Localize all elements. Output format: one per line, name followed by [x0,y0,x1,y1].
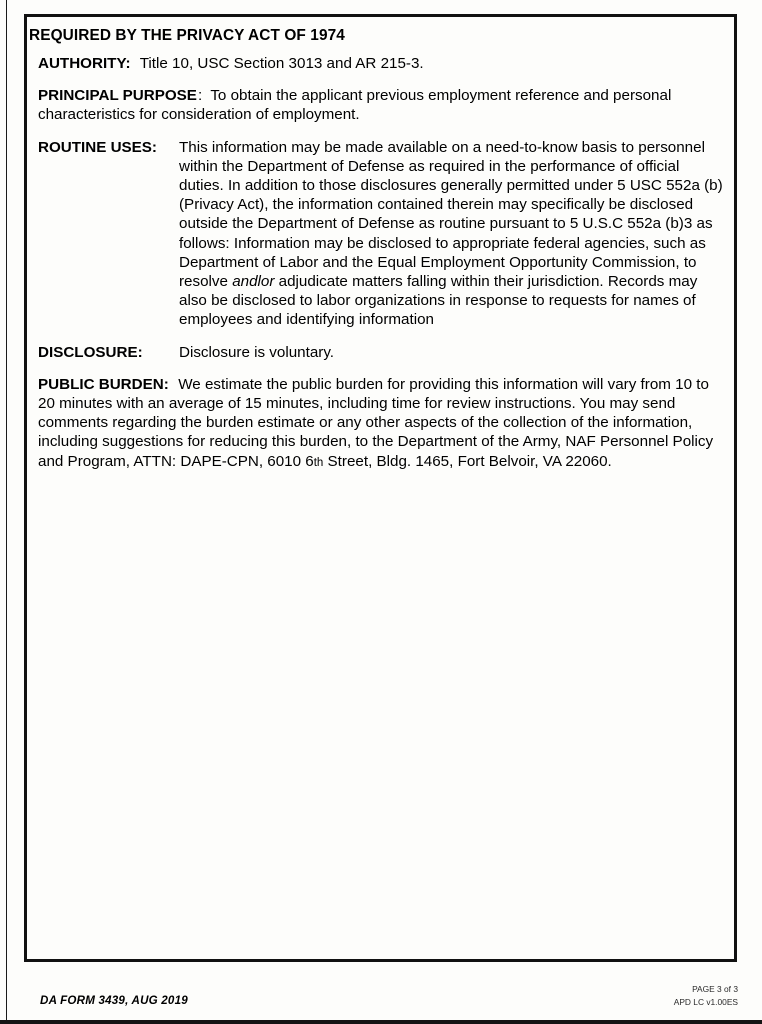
routine-uses-text [179,138,726,330]
authority-label: AUTHORITY: [38,55,131,72]
disclosure-label: DISCLOSURE: [38,343,143,361]
form-content-box [24,14,737,962]
public-burden-ordinal-suffix: th [313,456,324,469]
routine-uses-text-part1: This information may be made available on a need-to-know basis to personnel within the Department of Defense as required in the performance of official duties. In addition to those disclosures generally permitted under 5 USC 552a (b) (Privacy Act), the information contained therein may specifically be disclosed outside the Department of Defense as routine pursuant to 5 U.S.C 552a (b)3 as follows: Information may be disclosed to appropriate federal agencies, such as Department of Labor and the Equal Employment Opportunity Commission, to resolve [179,138,723,291]
routine-uses-italic-term: andlor [232,273,275,291]
routine-uses-label: ROUTINE USES: [38,138,157,156]
page-number: PAGE 3 of 3 [692,984,738,994]
authority-text: Title 10, USC Section 3013 and AR 215-3. [139,55,424,72]
page-title: REQUIRED BY THE PRIVACY ACT OF 1974 [29,27,345,44]
section-public-burden [38,375,726,473]
principal-purpose-label: PRINCIPAL PURPOSE [38,87,197,105]
page-edge-line-left [6,0,7,1024]
section-disclosure [38,343,726,362]
public-burden-text-part1: We estimate the public burden for providing this information will vary from 10 to 20 minutes with an average of 15 minutes, including time for review instructions. You may send comments regarding the burden estimate or any other aspects of the collection of the information, including suggestions for reducing this burden, to the Department of the Army, NAF Personnel Policy and Program, ATTN: DAPE-CPN, 6010 6 [38,375,714,470]
section-routine-uses [38,138,726,330]
apd-version: APD LC v1.00ES [673,997,738,1007]
disclosure-text: Disclosure is voluntary. [179,343,335,361]
principal-purpose-separator: : [197,87,203,105]
page-edge-line-bottom [0,1020,762,1024]
public-burden-label: PUBLIC BURDEN: [38,375,169,393]
public-burden-text-part2: Street, Bldg. 1465, Fort Belvoir, VA 22060. [323,452,612,470]
page-metadata [674,983,738,1009]
section-authority [38,54,726,73]
principal-purpose-text: To obtain the applicant previous employment reference and personal characteristics for consideration of employment. [38,87,672,124]
form-body [29,26,726,473]
section-principal-purpose [38,86,726,124]
routine-uses-text-part2: adjudicate matters falling within their jurisdiction. Records may also be disclosed to labor organizations in response to requests for names of employees and identifying information [179,273,698,329]
form-identifier: DA FORM 3439, AUG 2019 [40,994,188,1007]
page-footer [0,978,762,1020]
